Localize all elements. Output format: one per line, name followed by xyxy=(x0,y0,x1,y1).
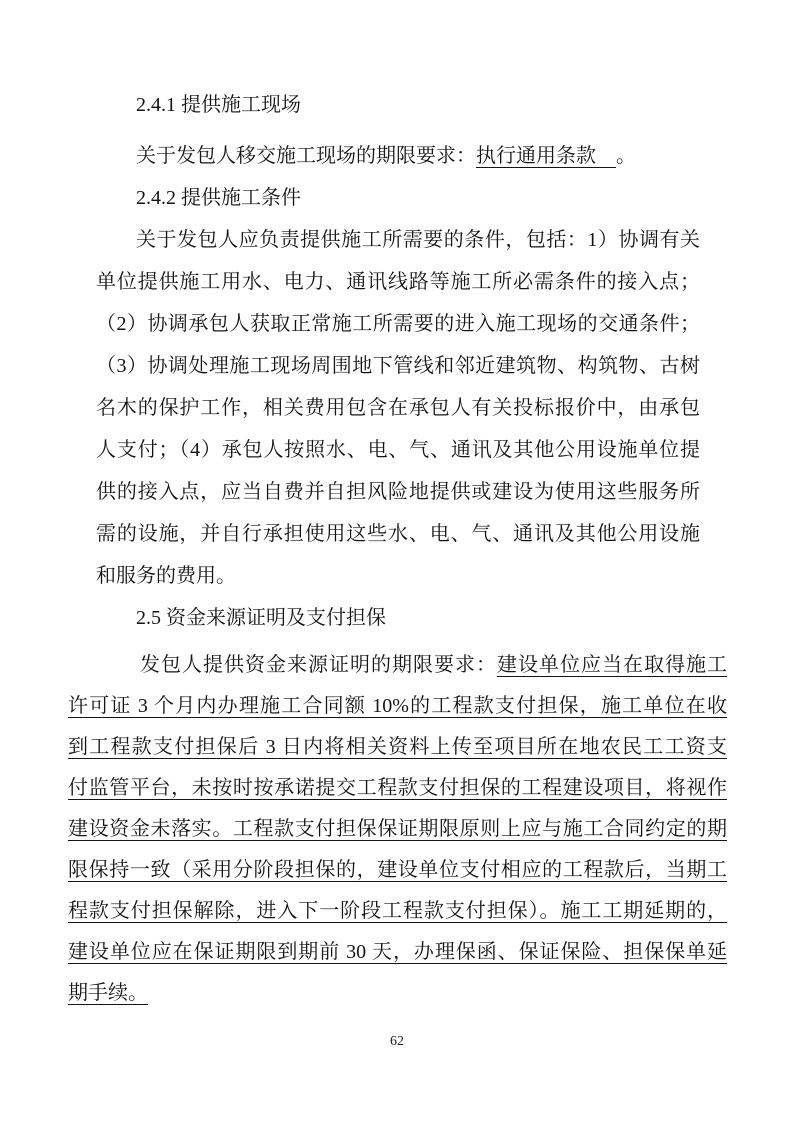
underlined-text: 限保持一致（采用分阶段担保的，建设单位支付相应的工程款后，当期工 xyxy=(68,859,727,881)
document-body xyxy=(68,84,727,1014)
underlined-text: 付监管平台，未按时按承诺提交工程款支付担保的工程建设项目，将视作 xyxy=(68,777,727,799)
paragraph-line: 名木的保护工作，相关费用包含在承包人有关投标报价中，由承包 xyxy=(96,397,700,419)
underlined-paragraph-line xyxy=(68,686,727,727)
clause-site-handover xyxy=(96,135,700,177)
heading-2-5: 2.5 资金来源证明及支付担保 xyxy=(136,607,386,629)
underlined-text: 建设单位应在保证期限到期前 30 天，办理保函、保证保险、担保保单延 xyxy=(68,941,727,963)
underlined-paragraph-line xyxy=(68,727,727,768)
underlined-paragraph-line xyxy=(68,809,727,850)
underlined-text: 到工程款支付担保后 3 日内将相关资料上传至项目所在地农民工工资支 xyxy=(68,736,727,758)
underlined-text: 期手续。 xyxy=(68,982,148,1004)
paragraph-line: 单位提供施工用水、电力、通讯线路等施工所必需条件的接入点； xyxy=(96,271,700,293)
clause-funding-proof-fill: 建设单位应当在取得施工 xyxy=(497,654,727,676)
clause-site-handover-label: 关于发包人移交施工现场的期限要求： xyxy=(136,145,476,167)
paragraph-line: （2）协调承包人获取正常施工所需要的进入施工现场的交通条件； xyxy=(96,313,700,335)
clause-funding-proof-label: 发包人提供资金来源证明的期限要求： xyxy=(140,654,497,676)
underlined-text: 建设资金未落实。工程款支付担保保证期限原则上应与施工合同约定的期 xyxy=(68,818,727,840)
underlined-text: 程款支付担保解除，进入下一阶段工程款支付担保）。施工工期延期的， xyxy=(68,900,727,922)
clause-funding-proof xyxy=(68,645,727,686)
underlined-text: 许可证 3 个月内办理施工合同额 10%的工程款支付担保，施工单位在收 xyxy=(68,695,727,717)
paragraph-line: 供的接入点，应当自费并自担风险地提供或建设为使用这些服务所 xyxy=(96,481,700,503)
page-number: 62 xyxy=(390,1034,404,1049)
paragraph-line: 和服务的费用。 xyxy=(96,565,236,587)
paragraph-line: （3）协调处理施工现场周围地下管线和邻近建筑物、构筑物、古树 xyxy=(96,355,700,377)
underlined-paragraph-line xyxy=(68,850,727,891)
clause-site-handover-fill: 执行通用条款 xyxy=(476,145,616,167)
underlined-paragraph-line xyxy=(68,973,727,1014)
heading-2-4-2: 2.4.2 提供施工条件 xyxy=(136,187,301,209)
paragraph-line: 需的设施，并自行承担使用这些水、电、气、通讯及其他公用设施 xyxy=(96,523,700,545)
underlined-paragraph-line xyxy=(68,932,727,973)
clause-site-handover-period: 。 xyxy=(616,145,636,167)
heading-2-4-1: 2.4.1 提供施工现场 xyxy=(136,94,301,116)
underlined-paragraph-line xyxy=(68,768,727,809)
paragraph-line: 人支付；（4）承包人按照水、电、气、通讯及其他公用设施单位提 xyxy=(96,439,700,461)
paragraph-line: 关于发包人应负责提供施工所需要的条件，包括：1）协调有关 xyxy=(136,229,700,251)
underlined-paragraph-line xyxy=(68,891,727,932)
